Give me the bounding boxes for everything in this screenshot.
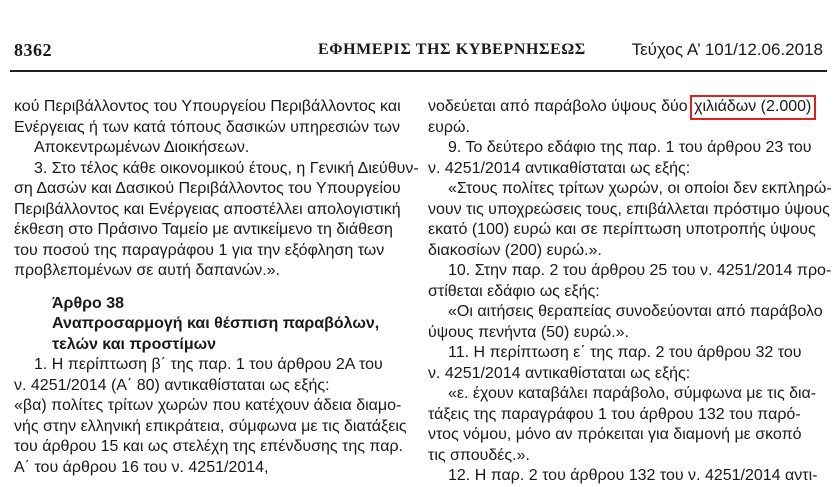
- text-line: «ε. έχουν καταβάλει παράβολο, σύμφωνα με τις δια-: [448, 385, 817, 402]
- text-line: στίθεται εδάφιο ως εξής:: [428, 282, 600, 300]
- spacer: [14, 282, 418, 294]
- text-line: κού Περιβάλλοντος του Υπουργείου Περιβάλλοντος και: [14, 98, 401, 115]
- text-line: 12. Η παρ. 2 του άρθρου 132 του ν. 4251/2014 αντι-: [448, 467, 818, 484]
- left-column: [14, 97, 418, 478]
- text-line: Περιβάλλοντος και Ενέργειας αποστέλλει απολογιστική: [14, 200, 401, 218]
- text-line: «βα) πολίτες τρίτων χωρών που κατέχουν άδεια διαμο-: [14, 397, 402, 414]
- text-line: Αποκεντρωμένων Διοικήσεων.: [34, 139, 250, 156]
- page-number: 8362: [14, 40, 52, 60]
- text-line: [428, 97, 830, 118]
- text-line: Ενέργειας ή των κατά τόπους δασικών υπηρεσιών των: [14, 118, 401, 136]
- header-rule: [10, 70, 827, 72]
- text-line: ντος νόμου, μόνο αν πρόκειται για διαμονή με σκοπό: [428, 426, 802, 443]
- text-line: 10. Στην παρ. 2 του άρθρου 25 του ν. 4251/2014 προ-: [448, 262, 832, 279]
- right-column: [428, 97, 830, 487]
- text-line: ν. 4251/2014 (Α΄ 80) αντικαθίσταται ως εξής:: [14, 376, 330, 394]
- text-line: έκθεση στο Πράσινο Ταμείο με αντικείμενο τη διάθεση: [14, 221, 393, 238]
- text-line: ευρώ.: [428, 118, 470, 136]
- article-subtitle: Αναπροσαρμογή και θέσπιση παραβόλων,: [52, 315, 380, 332]
- text-line: ση Δασών και Δασικού Περιβάλλοντος του Υπουργείου: [14, 180, 401, 197]
- text-line: 3. Στο τέλος κάθε οικονομικού έτους, η Γενική Διεύθυν-: [34, 159, 419, 177]
- text-line: Α΄ του άρθρου 16 του ν. 4251/2014,: [14, 458, 269, 476]
- text-line: 11. Η περίπτωση ε΄ της παρ. 2 του άρθρου 32 του: [448, 344, 802, 361]
- text-line: τάξεις της παραγράφου 1 του άρθρου 132 του παρό-: [428, 405, 801, 423]
- article-subtitle: τελών και προστίμων: [52, 335, 217, 353]
- text-line: προβλεπομένων σε αυτή δαπανών.».: [14, 262, 280, 279]
- text-line: νής στην ελληνική επικράτεια, σύμφωνα με τις διατάξεις: [14, 417, 407, 435]
- gazette-title: ΕΦΗΜΕΡΙΣ ΤΗΣ ΚΥΒΕΡΝΗΣΕΩΣ: [318, 41, 586, 58]
- text-line: ν. 4251/2014 αντικαθίσταται ως εξής:: [428, 364, 691, 382]
- text-line: «Στους πολίτες τρίτων χωρών, οι οποίοι δεν εκπληρώ-: [448, 180, 832, 197]
- text-line: τις σπουδές.».: [428, 446, 530, 464]
- text-line: του ποσού της παραγράφου 1 για την εξόφληση των: [14, 241, 385, 259]
- text-line: 9. Το δεύτερο εδάφιο της παρ. 1 του άρθρου 23 του: [448, 139, 812, 156]
- highlighted-amount: χιλιάδων (2.000): [690, 95, 816, 120]
- text-line: του άρθρου 15 και ως στελέχη της επένδυσης της παρ.: [14, 438, 404, 455]
- text-line: «Οι αιτήσεις θεραπείας συνοδεύονται από παράβολο: [448, 303, 823, 320]
- text-line: εκατό (100) ευρώ και σε περίπτωση υποτροπής ύψους: [428, 221, 816, 238]
- text-line: νουν τις υποχρεώσεις τους, επιβάλλεται πρόστιμο ύψους: [428, 200, 830, 218]
- issue-info: Τεύχος Α’ 101/12.06.2018: [631, 40, 823, 59]
- text-fragment: νοδεύεται από παράβολο ύψους δύο: [428, 98, 693, 115]
- text-line: 1. Η περίπτωση β΄ της παρ. 1 του άρθρου 2Α του: [34, 356, 383, 373]
- gazette-header: [0, 0, 837, 86]
- text-line: ν. 4251/2014 αντικαθίσταται ως εξής:: [428, 159, 691, 177]
- article-title: Άρθρο 38: [52, 294, 125, 312]
- text-line: διακοσίων (200) ευρώ.».: [428, 241, 602, 259]
- text-line: ύψους πενήντα (50) ευρώ.».: [428, 323, 629, 341]
